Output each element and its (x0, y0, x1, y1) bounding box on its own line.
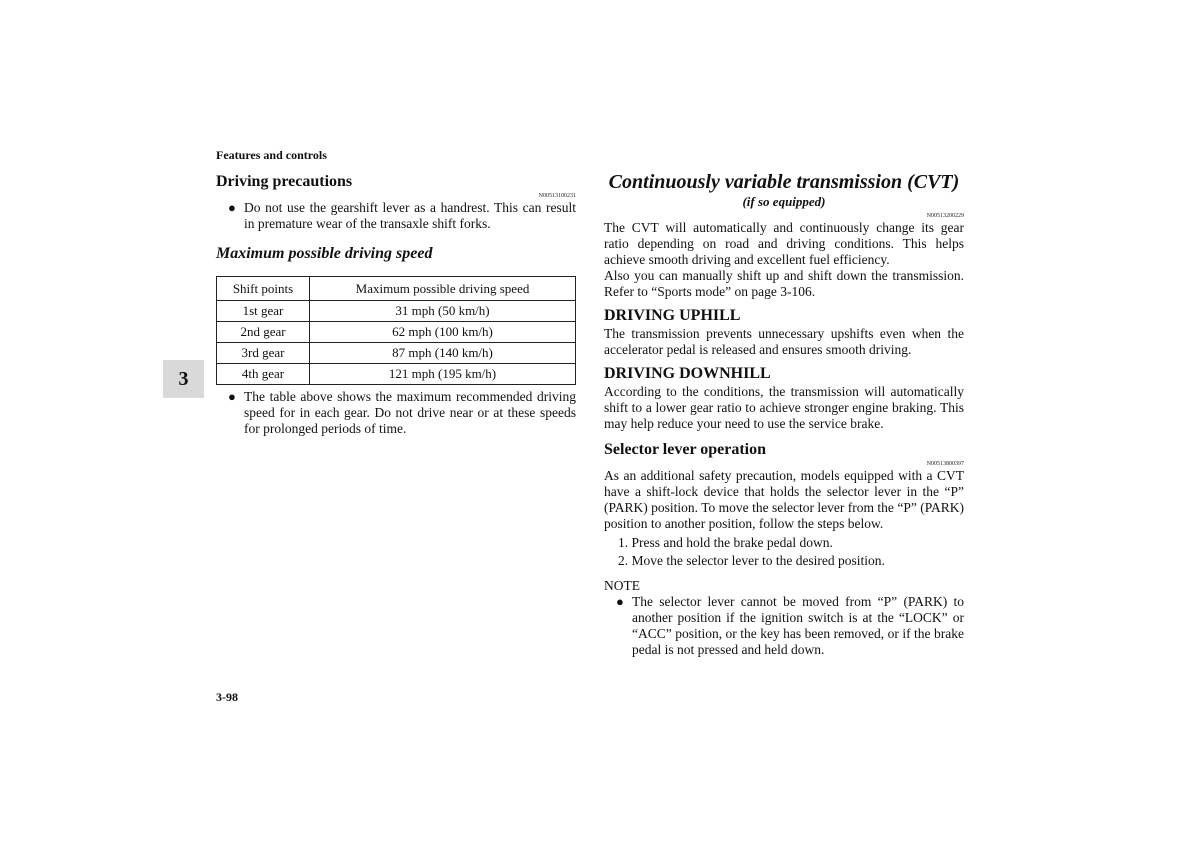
note-label: NOTE (604, 578, 640, 593)
cvt-title: Continuously variable transmission (CVT) (608, 171, 960, 193)
cvt-paragraph-1: The CVT will automatically and continuously change its gear ratio depending on road and driving conditions. This helps achieve smooth driving and excellent fuel efficiency. (604, 220, 964, 267)
table-row (217, 322, 576, 343)
cvt-subtitle: (if so equipped) (742, 194, 826, 209)
uphill-heading: DRIVING UPHILL (604, 307, 741, 324)
table-cell: 121 mph (195 km/h) (310, 364, 576, 385)
bullet-icon: ● (228, 389, 236, 404)
table-header-row (217, 277, 576, 301)
table-cell: 62 mph (100 km/h) (310, 322, 576, 343)
list-item: 2. Move the selector lever to the desired position. (618, 553, 885, 568)
table-header-cell: Shift points (217, 277, 310, 301)
table-cell: 31 mph (50 km/h) (310, 301, 576, 322)
table-row (217, 301, 576, 322)
cvt-paragraph-2: Also you can manually shift up and shift down the transmission. Refer to “Sports mode” on page 3-106. (604, 268, 964, 299)
selector-text: As an additional safety precaution, models equipped with a CVT have a shift-lock device that holds the selector lever in the “P” (PARK) position. To move the selector lever from the “P” (PARK) position to another position, follow the steps below. (604, 468, 964, 531)
left-column (216, 172, 576, 437)
table-cell: 3rd gear (217, 343, 310, 364)
max-speed-bullet: ● The table above shows the maximum recommended driving speed for in each gear. Do not drive near or at these speeds for prolonged periods of time. (228, 389, 576, 436)
table-header-cell: Maximum possible driving speed (310, 277, 576, 301)
bullet-icon: ● (228, 200, 236, 215)
selector-steps (604, 534, 964, 570)
section-header: Features and controls (216, 148, 327, 162)
page-number: 3-98 (216, 690, 238, 704)
selector-heading: Selector lever operation (604, 441, 767, 458)
driving-precautions-heading: Driving precautions (216, 173, 353, 190)
bullet-icon: ● (616, 594, 624, 609)
driving-precautions-bullet: ● Do not use the gearshift lever as a handrest. This can result in premature wear of the transaxle shift forks. (228, 200, 576, 231)
driving-precautions-code: N00513100231 (538, 193, 576, 199)
table-cell: 87 mph (140 km/h) (310, 343, 576, 364)
downhill-heading: DRIVING DOWNHILL (604, 365, 771, 382)
right-column (604, 170, 964, 658)
table-cell: 4th gear (217, 364, 310, 385)
downhill-text: According to the conditions, the transmission will automatically shift to a lower gear ratio to achieve stronger engine braking. This may help reduce your need to use the service brake. (604, 384, 964, 431)
chapter-tab: 3 (163, 360, 204, 398)
uphill-text: The transmission prevents unnecessary upshifts even when the accelerator pedal is released and ensures smooth driving. (604, 326, 964, 357)
table-cell: 1st gear (217, 301, 310, 322)
table-row (217, 343, 576, 364)
table-cell: 2nd gear (217, 322, 310, 343)
table-row (217, 364, 576, 385)
list-item: 1. Press and hold the brake pedal down. (618, 535, 833, 550)
note-bullet: ● The selector lever cannot be moved from “P” (PARK) to another position if the ignition switch is at the “LOCK” or “ACC” position, or the key has been removed, or if the brake pedal is not pressed and held down. (616, 594, 964, 657)
cvt-code: N00513200229 (926, 213, 964, 219)
max-speed-table (216, 276, 576, 385)
selector-code: N00513800397 (926, 461, 964, 467)
max-speed-heading: Maximum possible driving speed (216, 245, 433, 262)
